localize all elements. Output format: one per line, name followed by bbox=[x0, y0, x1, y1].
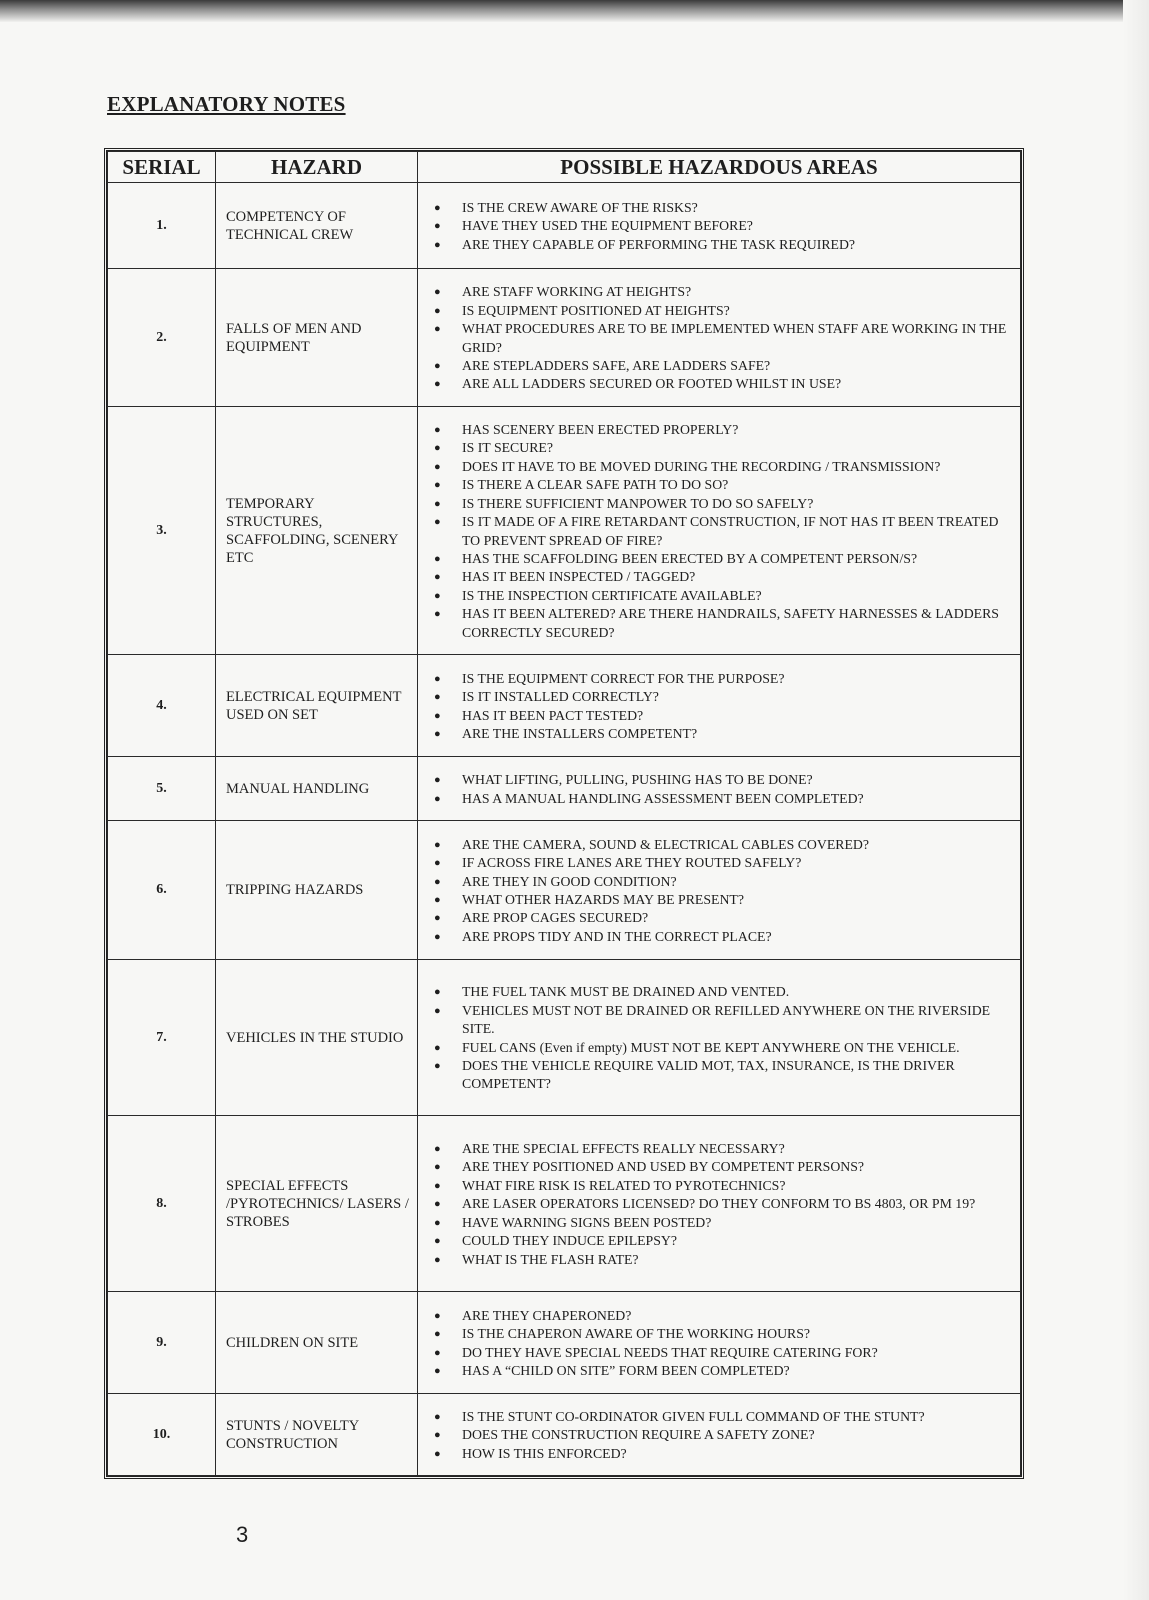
bullet-icon: ● bbox=[434, 1235, 441, 1248]
areas-list bbox=[432, 283, 1010, 393]
table-header-row bbox=[108, 152, 1021, 183]
list-item bbox=[432, 421, 1010, 439]
area-text: ARE THE INSTALLERS COMPETENT? bbox=[462, 725, 698, 741]
hazard-cell: TRIPPING HAZARDS bbox=[216, 821, 418, 960]
area-text: VEHICLES MUST NOT BE DRAINED OR REFILLED ANYWHERE ON THE RIVERSIDE SITE. bbox=[462, 1002, 991, 1037]
area-text: HAS A “CHILD ON SITE” FORM BEEN COMPLETED? bbox=[462, 1362, 790, 1378]
area-text: IS THE STUNT CO-ORDINATOR GIVEN FULL COMMAND OF THE STUNT? bbox=[462, 1409, 925, 1424]
list-item bbox=[432, 670, 1010, 688]
serial-cell: 1. bbox=[108, 183, 216, 269]
areas-cell bbox=[418, 821, 1021, 960]
list-item bbox=[432, 1140, 1010, 1158]
area-text: WHAT LIFTING, PULLING, PUSHING HAS TO BE DONE? bbox=[462, 772, 813, 788]
areas-cell bbox=[418, 1116, 1021, 1292]
area-text: IS IT INSTALLED CORRECTLY? bbox=[462, 689, 659, 705]
hazard-cell: CHILDREN ON SITE bbox=[216, 1292, 418, 1394]
hazard-table-frame bbox=[104, 148, 1024, 1479]
bullet-icon: ● bbox=[434, 1161, 441, 1174]
area-text: WHAT PROCEDURES ARE TO BE IMPLEMENTED WHEN STAFF ARE WORKING IN THE GRID? bbox=[462, 321, 1007, 355]
area-text: ARE PROPS TIDY AND IN THE CORRECT PLACE? bbox=[462, 928, 772, 944]
list-item bbox=[432, 1325, 1010, 1343]
area-text: HAS IT BEEN ALTERED? ARE THERE HANDRAILS, SAFETY HARNESSES & LADDERS CORRECTLY SECURED? bbox=[462, 606, 999, 640]
areas-list bbox=[432, 670, 1010, 744]
areas-list bbox=[432, 1307, 1010, 1381]
list-item bbox=[432, 790, 1010, 808]
bullet-icon: ● bbox=[434, 304, 441, 317]
area-text: IS IT MADE OF A FIRE RETARDANT CONSTRUCTION, IF NOT HAS IT BEEN TREATED TO PREVENT SPREAD OF FIRE? bbox=[462, 514, 999, 548]
table-row bbox=[108, 183, 1021, 269]
header-serial: SERIAL bbox=[108, 152, 216, 183]
bullet-icon: ● bbox=[434, 894, 441, 906]
list-item bbox=[432, 568, 1010, 586]
area-text: HAS A MANUAL HANDLING ASSESSMENT BEEN COMPLETED? bbox=[462, 790, 864, 806]
list-item bbox=[432, 1445, 1010, 1463]
bullet-icon: ● bbox=[434, 857, 441, 870]
bullet-icon: ● bbox=[434, 1198, 441, 1211]
areas-cell bbox=[418, 655, 1021, 757]
area-text: WHAT FIRE RISK IS RELATED TO PYROTECHNICS? bbox=[462, 1177, 786, 1193]
bullet-icon: ● bbox=[434, 220, 441, 233]
list-item bbox=[432, 302, 1010, 320]
list-item bbox=[432, 909, 1010, 927]
areas-cell bbox=[418, 1292, 1021, 1394]
area-text: ARE THE SPECIAL EFFECTS REALLY NECESSARY? bbox=[462, 1141, 785, 1157]
area-text: ARE THE CAMERA, SOUND & ELECTRICAL CABLES COVERED? bbox=[462, 836, 870, 852]
bullet-icon: ● bbox=[434, 672, 441, 685]
list-item bbox=[432, 1002, 1010, 1039]
area-text: ARE STEPLADDERS SAFE, ARE LADDERS SAFE? bbox=[462, 357, 771, 373]
areas-cell bbox=[418, 1394, 1021, 1476]
table-body bbox=[108, 183, 1021, 1476]
list-item bbox=[432, 217, 1010, 235]
bullet-icon: ● bbox=[434, 1216, 441, 1229]
area-text: IS THE CHAPERON AWARE OF THE WORKING HOURS? bbox=[462, 1326, 811, 1342]
table-row bbox=[108, 757, 1021, 821]
serial-cell: 5. bbox=[108, 757, 216, 821]
area-text: DOES THE VEHICLE REQUIRE VALID MOT, TAX, INSURANCE, IS THE DRIVER COMPETENT? bbox=[462, 1057, 955, 1092]
list-item bbox=[432, 199, 1010, 217]
list-item bbox=[432, 983, 1010, 1001]
bullet-icon: ● bbox=[434, 792, 441, 805]
areas-list bbox=[432, 1408, 1010, 1463]
area-text: COULD THEY INDUCE EPILEPSY? bbox=[462, 1233, 677, 1249]
area-text: DO THEY HAVE SPECIAL NEEDS THAT REQUIRE CATERING FOR? bbox=[462, 1344, 878, 1360]
list-item bbox=[432, 458, 1010, 476]
areas-cell bbox=[418, 269, 1021, 407]
list-item bbox=[432, 439, 1010, 457]
bullet-icon: ● bbox=[434, 875, 441, 888]
bullet-icon: ● bbox=[434, 571, 441, 584]
list-item bbox=[432, 283, 1010, 301]
list-item bbox=[432, 854, 1010, 872]
area-text: HAVE WARNING SIGNS BEEN POSTED? bbox=[462, 1214, 712, 1230]
list-item bbox=[432, 1158, 1010, 1176]
bullet-icon: ● bbox=[434, 1364, 441, 1377]
bullet-icon: ● bbox=[434, 1004, 441, 1017]
list-item bbox=[432, 476, 1010, 494]
bullet-icon: ● bbox=[434, 1059, 441, 1072]
area-text: ARE THEY CHAPERONED? bbox=[462, 1307, 632, 1323]
area-text: HAVE THEY USED THE EQUIPMENT BEFORE? bbox=[462, 218, 753, 234]
bullet-icon: ● bbox=[434, 497, 441, 510]
bullet-icon: ● bbox=[434, 1179, 441, 1192]
bullet-icon: ● bbox=[434, 912, 441, 925]
list-item bbox=[432, 725, 1010, 743]
list-item bbox=[432, 1195, 1010, 1213]
list-item bbox=[432, 891, 1010, 909]
bullet-icon: ● bbox=[434, 930, 441, 943]
list-item bbox=[432, 605, 1010, 642]
list-item bbox=[432, 320, 1010, 357]
bullet-icon: ● bbox=[434, 323, 441, 336]
areas-list bbox=[432, 199, 1010, 254]
area-text: THE FUEL TANK MUST BE DRAINED AND VENTED. bbox=[462, 984, 790, 1000]
list-item bbox=[432, 375, 1010, 393]
area-text: IS THE EQUIPMENT CORRECT FOR THE PURPOSE? bbox=[462, 670, 785, 686]
list-item bbox=[432, 1177, 1010, 1195]
bullet-icon: ● bbox=[434, 589, 441, 602]
bullet-icon: ● bbox=[434, 479, 441, 492]
list-item bbox=[432, 1039, 1010, 1057]
area-text: ARE STAFF WORKING AT HEIGHTS? bbox=[462, 284, 692, 300]
areas-list bbox=[432, 983, 1010, 1093]
list-item bbox=[432, 1251, 1010, 1269]
bullet-icon: ● bbox=[434, 424, 441, 437]
hazard-cell: STUNTS / NOVELTY CONSTRUCTION bbox=[216, 1394, 418, 1476]
areas-list bbox=[432, 1140, 1010, 1269]
area-text: IS THERE SUFFICIENT MANPOWER TO DO SO SAFELY? bbox=[462, 495, 814, 511]
area-text: ARE PROP CAGES SECURED? bbox=[462, 910, 649, 926]
list-item bbox=[432, 1362, 1010, 1380]
hazard-cell: TEMPORARY STRUCTURES, SCAFFOLDING, SCENERY ETC bbox=[216, 407, 418, 655]
bullet-icon: ● bbox=[434, 986, 441, 999]
list-item bbox=[432, 928, 1010, 946]
bullet-icon: ● bbox=[434, 774, 441, 787]
area-text: HAS THE SCAFFOLDING BEEN ERECTED BY A COMPETENT PERSON/S? bbox=[462, 550, 918, 566]
list-item bbox=[432, 587, 1010, 605]
bullet-icon: ● bbox=[434, 1429, 441, 1442]
hazard-cell: FALLS OF MEN AND EQUIPMENT bbox=[216, 269, 418, 407]
area-text: ARE LASER OPERATORS LICENSED? DO THEY CONFORM TO BS 4803, OR PM 19? bbox=[462, 1196, 976, 1212]
scan-edge-top bbox=[0, 0, 1149, 22]
list-item bbox=[432, 707, 1010, 725]
scan-edge-right bbox=[1123, 0, 1149, 1600]
serial-cell: 3. bbox=[108, 407, 216, 655]
area-text: WHAT OTHER HAZARDS MAY BE PRESENT? bbox=[462, 892, 744, 907]
bullet-icon: ● bbox=[434, 1447, 441, 1460]
header-areas: POSSIBLE HAZARDOUS AREAS bbox=[418, 152, 1021, 183]
hazard-cell: COMPETENCY OF TECHNICAL CREW bbox=[216, 183, 418, 269]
list-item bbox=[432, 550, 1010, 568]
list-item bbox=[432, 1426, 1010, 1444]
bullet-icon: ● bbox=[434, 691, 441, 704]
list-item bbox=[432, 357, 1010, 375]
serial-cell: 7. bbox=[108, 960, 216, 1116]
bullet-icon: ● bbox=[434, 1346, 441, 1359]
area-text: ARE THEY IN GOOD CONDITION? bbox=[462, 873, 677, 889]
area-text: WHAT IS THE FLASH RATE? bbox=[462, 1251, 639, 1267]
area-text: HAS SCENERY BEEN ERECTED PROPERLY? bbox=[462, 422, 739, 438]
hazard-table bbox=[107, 151, 1021, 1476]
area-text: ARE THEY POSITIONED AND USED BY COMPETENT PERSONS? bbox=[462, 1159, 865, 1175]
hazard-cell: ELECTRICAL EQUIPMENT USED ON SET bbox=[216, 655, 418, 757]
serial-cell: 9. bbox=[108, 1292, 216, 1394]
bullet-icon: ● bbox=[434, 1143, 441, 1156]
bullet-icon: ● bbox=[434, 1253, 441, 1266]
bullet-icon: ● bbox=[434, 727, 441, 740]
list-item bbox=[432, 1232, 1010, 1250]
area-text: ARE ALL LADDERS SECURED OR FOOTED WHILST IN USE? bbox=[462, 376, 842, 392]
bullet-icon: ● bbox=[434, 552, 441, 565]
list-item bbox=[432, 771, 1010, 789]
bullet-icon: ● bbox=[434, 516, 441, 529]
areas-cell bbox=[418, 183, 1021, 269]
bullet-icon: ● bbox=[434, 359, 441, 372]
list-item bbox=[432, 1057, 1010, 1094]
area-text: ARE THEY CAPABLE OF PERFORMING THE TASK REQUIRED? bbox=[462, 236, 856, 252]
table-row bbox=[108, 269, 1021, 407]
table-row bbox=[108, 821, 1021, 960]
area-text: IS THERE A CLEAR SAFE PATH TO DO SO? bbox=[462, 477, 729, 493]
list-item bbox=[432, 1214, 1010, 1232]
areas-list bbox=[432, 421, 1010, 642]
page-number: 3 bbox=[236, 1522, 249, 1547]
list-item bbox=[432, 495, 1010, 513]
serial-cell: 4. bbox=[108, 655, 216, 757]
bullet-icon: ● bbox=[434, 442, 441, 455]
bullet-icon: ● bbox=[434, 1309, 441, 1322]
table-row bbox=[108, 960, 1021, 1116]
page-title: EXPLANATORY NOTES bbox=[107, 92, 346, 116]
table-row bbox=[108, 655, 1021, 757]
area-text: IS THE CREW AWARE OF THE RISKS? bbox=[462, 199, 698, 215]
list-item bbox=[432, 513, 1010, 550]
table-row bbox=[108, 1292, 1021, 1394]
bullet-icon: ● bbox=[434, 709, 441, 722]
list-item bbox=[432, 836, 1010, 854]
list-item bbox=[432, 1344, 1010, 1362]
bullet-icon: ● bbox=[434, 286, 441, 299]
table-row bbox=[108, 407, 1021, 655]
area-text: IS THE INSPECTION CERTIFICATE AVAILABLE? bbox=[462, 587, 762, 603]
list-item bbox=[432, 236, 1010, 254]
areas-list bbox=[432, 836, 1010, 946]
area-text: DOES THE CONSTRUCTION REQUIRE A SAFETY ZONE? bbox=[462, 1427, 815, 1443]
serial-cell: 8. bbox=[108, 1116, 216, 1292]
areas-list bbox=[432, 771, 1010, 808]
bullet-icon: ● bbox=[434, 1041, 441, 1054]
areas-cell bbox=[418, 407, 1021, 655]
bullet-icon: ● bbox=[434, 1411, 441, 1423]
hazard-cell: VEHICLES IN THE STUDIO bbox=[216, 960, 418, 1116]
list-item bbox=[432, 1307, 1010, 1325]
bullet-icon: ● bbox=[434, 1328, 441, 1341]
area-text: IS EQUIPMENT POSITIONED AT HEIGHTS? bbox=[462, 302, 730, 318]
area-text: IF ACROSS FIRE LANES ARE THEY ROUTED SAFELY? bbox=[462, 855, 802, 871]
areas-cell bbox=[418, 757, 1021, 821]
header-hazard: HAZARD bbox=[216, 152, 418, 183]
list-item bbox=[432, 873, 1010, 891]
serial-cell: 10. bbox=[108, 1394, 216, 1476]
bullet-icon: ● bbox=[434, 238, 441, 251]
bullet-icon: ● bbox=[434, 608, 441, 621]
area-text: HOW IS THIS ENFORCED? bbox=[462, 1445, 627, 1461]
hazard-cell: SPECIAL EFFECTS /PYROTECHNICS/ LASERS / STROBES bbox=[216, 1116, 418, 1292]
area-text: FUEL CANS (Even if empty) MUST NOT BE KEPT ANYWHERE ON THE VEHICLE. bbox=[462, 1039, 960, 1055]
area-text: HAS IT BEEN PACT TESTED? bbox=[462, 707, 644, 723]
table-row bbox=[108, 1116, 1021, 1292]
area-text: HAS IT BEEN INSPECTED / TAGGED? bbox=[462, 569, 696, 585]
bullet-icon: ● bbox=[434, 838, 441, 851]
hazard-cell: MANUAL HANDLING bbox=[216, 757, 418, 821]
list-item bbox=[432, 688, 1010, 706]
bullet-icon: ● bbox=[434, 201, 441, 214]
serial-cell: 6. bbox=[108, 821, 216, 960]
area-text: IS IT SECURE? bbox=[462, 440, 553, 456]
serial-cell: 2. bbox=[108, 269, 216, 407]
area-text: DOES IT HAVE TO BE MOVED DURING THE RECORDING / TRANSMISSION? bbox=[462, 458, 941, 474]
areas-cell bbox=[418, 960, 1021, 1116]
table-row bbox=[108, 1394, 1021, 1476]
list-item bbox=[432, 1408, 1010, 1426]
bullet-icon: ● bbox=[434, 378, 441, 391]
bullet-icon: ● bbox=[434, 460, 441, 473]
